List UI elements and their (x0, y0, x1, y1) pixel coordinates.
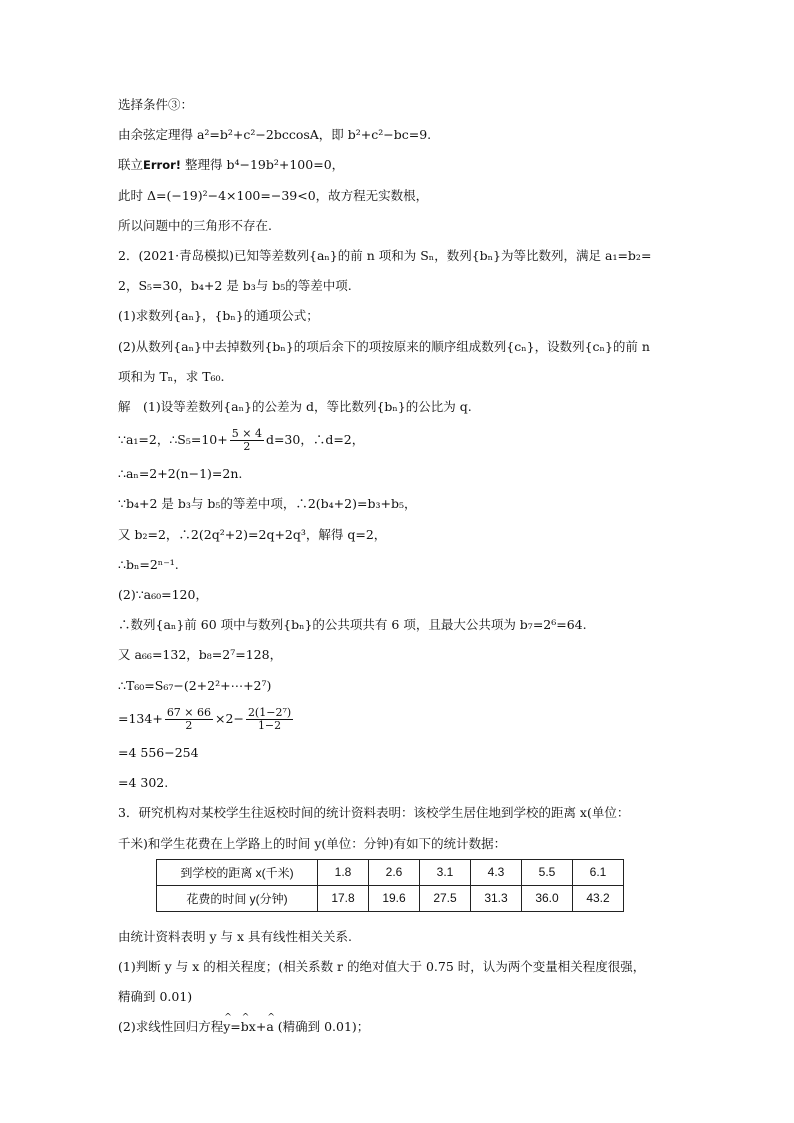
solution-line: ∴aₙ=2+2(n−1)=2n. (118, 466, 243, 482)
solution-line (118, 707, 688, 732)
question-2-line: (1)求数列{aₙ}，{bₙ}的通项公式； (118, 308, 319, 324)
solution-line: =4 302. (118, 775, 169, 791)
text-span: 整理得 b⁴−19b²+100=0， (181, 157, 345, 173)
table-cell: 43.2 (573, 885, 624, 911)
solution-line: ∴bₙ=2ⁿ⁻¹. (118, 556, 179, 572)
solution-line (118, 428, 688, 453)
fraction-denominator: 2 (185, 718, 193, 732)
table-row-header: 花费的时间 y(分钟) (157, 885, 318, 911)
solution-line: ∴T₆₀=S₆₇−(2+2²+⋯+2⁷) (118, 677, 272, 693)
solution-line: ∴数列{aₙ}前 60 项中与数列{bₙ}的公共项共有 6 项，且最大公共项为 b₇=2⁶=64. (118, 617, 587, 633)
text-span: ∵a₁=2，∴S₅=10+ (118, 432, 228, 448)
solution-line: =4 556−254 (118, 744, 199, 760)
solution-line: ∵b₄+2 是 b₃与 b₅的等差中项，∴2(b₄+2)=b₃+b₅， (118, 496, 417, 512)
solution-line: 又 b₂=2，∴2(2q²+2)=2q+2q³，解得 q=2， (118, 526, 387, 542)
text-span: =134+ (118, 710, 163, 726)
table-cell: 5.5 (522, 859, 573, 885)
error-marker: Error! (143, 158, 182, 173)
table-cell: 36.0 (522, 885, 573, 911)
document-page (118, 96, 688, 1048)
question-3-line: 由统计资料表明 y 与 x 具有线性相关关系. (118, 928, 352, 944)
text-span: = (230, 1019, 241, 1035)
fraction-numerator: 2(1−2⁷) (247, 705, 292, 719)
text-span: d=30，∴d=2， (265, 432, 365, 448)
table-row (157, 885, 624, 911)
fraction (230, 428, 264, 453)
text-span: (精确到 0.01)； (273, 1019, 370, 1035)
text-line: 选择条件③： (118, 97, 194, 112)
text-span: 联立 (118, 157, 144, 173)
text-span: x+ (248, 1019, 267, 1035)
question-2-line: 2．(2021·青岛模拟)已知等差数列{aₙ}的前 n 项和为 Sₙ，数列{bₙ}为等比数列，满足 a₁=b₂= (118, 247, 652, 263)
table-cell: 3.1 (420, 859, 471, 885)
fraction (165, 707, 213, 732)
fraction (246, 707, 293, 732)
table-cell: 4.3 (471, 859, 522, 885)
statistics-table (156, 859, 624, 912)
question-3-line: (1)判断 y 与 x 的相关程度；(相关系数 r 的绝对值大于 0.75 时，认为两个变量相关程度很强， (118, 958, 646, 974)
solution-line: 又 a₆₆=132，b₈=2⁷=128， (118, 647, 283, 663)
question-3-line (118, 1018, 688, 1036)
question-2-line: 2，S₅=30，b₄+2 是 b₃与 b₅的等差中项. (118, 278, 352, 294)
fraction-numerator: 67 × 66 (166, 705, 212, 719)
fraction-denominator: 1−2 (257, 718, 282, 732)
table-cell: 31.3 (471, 885, 522, 911)
a-hat: ^ a (266, 1018, 273, 1036)
fraction-denominator: 2 (243, 440, 251, 454)
fraction-numerator: 5 × 4 (231, 427, 262, 441)
question-2-line: (2)从数列{aₙ}中去掉数列{bₙ}的项后余下的项按原来的顺序组成数列{cₙ}，设数列{cₙ}的前 n (118, 338, 650, 354)
text-span: ×2− (215, 710, 244, 726)
text-line: 此时 Δ=(−19)²−4×100=−39<0，故方程无实数根， (118, 187, 429, 203)
table-cell: 2.6 (369, 859, 420, 885)
text-line (118, 156, 688, 174)
question-3-line: 精确到 0.01) (118, 988, 193, 1004)
table-cell: 6.1 (573, 859, 624, 885)
table-row (157, 859, 624, 885)
b-hat: ^ b (241, 1018, 249, 1036)
text-line: 由余弦定理得 a²=b²+c²−2bccosA，即 b²+c²−bc=9. (118, 127, 432, 143)
solution-line: (2)∵a₆₀=120， (118, 587, 208, 602)
table-cell: 27.5 (420, 885, 471, 911)
question-3-line: 3．研究机构对某校学生往返校时间的统计资料表明：该校学生居住地到学校的距离 x(单位： (118, 805, 630, 821)
question-3-line: 千米)和学生花费在上学路上的时间 y(单位：分钟)有如下的统计数据： (118, 835, 507, 851)
table-cell: 17.8 (318, 885, 369, 911)
text-span: (2)求线性回归方程 (118, 1019, 224, 1035)
text-line: 所以问题中的三角形不存在. (118, 217, 272, 233)
table-cell: 19.6 (369, 885, 420, 911)
y-hat: ^ y (223, 1018, 230, 1036)
question-2-line: 项和为 Tₙ，求 T₆₀. (118, 368, 225, 384)
table-cell: 1.8 (318, 859, 369, 885)
table-row-header: 到学校的距离 x(千米) (157, 859, 318, 885)
solution-line: 解 (1)设等差数列{aₙ}的公差为 d，等比数列{bₙ}的公比为 q. (118, 398, 472, 414)
